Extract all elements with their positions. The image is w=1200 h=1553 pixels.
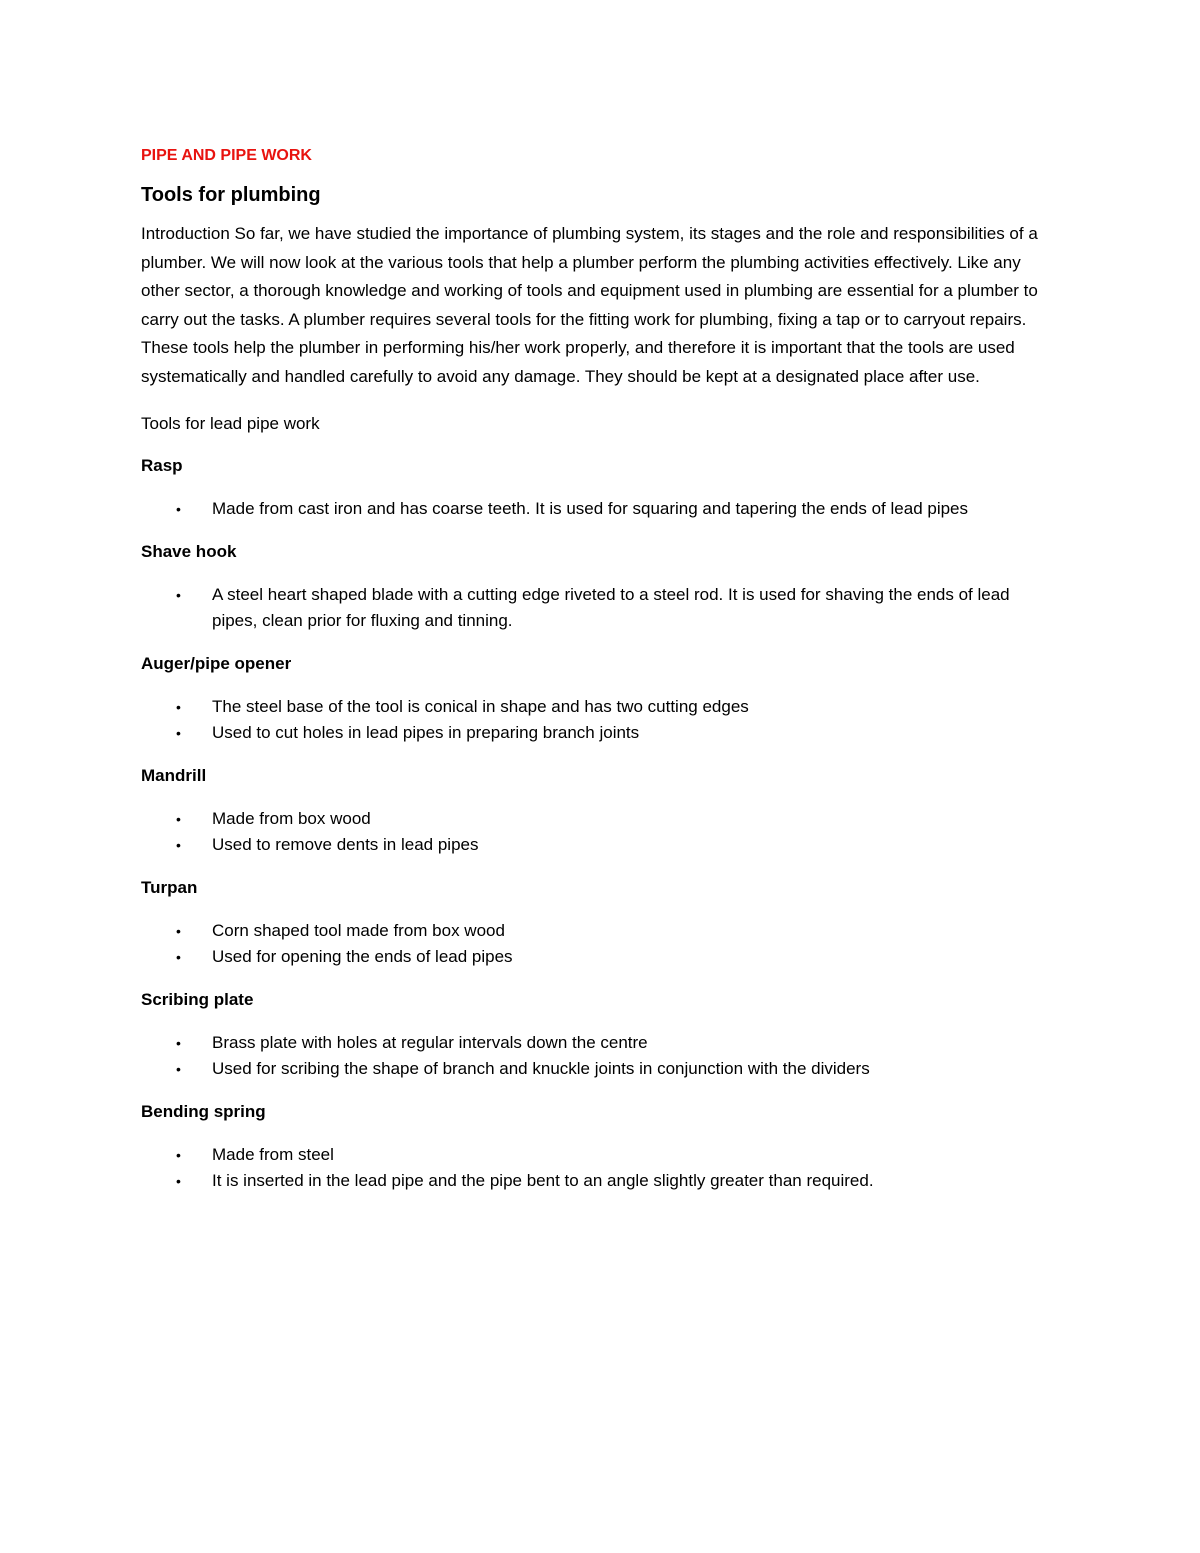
tool-heading: Auger/pipe opener: [141, 653, 292, 673]
document-subtitle: Tools for plumbing: [141, 184, 321, 206]
bullet-dot-icon: •: [176, 836, 181, 853]
bullet-dot-icon: •: [176, 698, 181, 715]
list-item: [141, 720, 1041, 746]
bullet-dot-icon: •: [176, 948, 181, 965]
tool-bullet-list: [141, 496, 1041, 522]
tool-heading: Bending spring: [141, 1101, 266, 1121]
list-item: [141, 582, 1041, 634]
list-item-text: Used for scribing the shape of branch and knuckle joints in conjunction with the dividers: [212, 1058, 870, 1078]
list-item-text: Made from cast iron and has coarse teeth. It is used for squaring and tapering the ends of lead pipes: [212, 498, 969, 518]
tool-bullet-list: [141, 1142, 1041, 1194]
bullet-dot-icon: •: [176, 586, 181, 603]
bullet-dot-icon: •: [176, 810, 181, 827]
tools-list: [141, 454, 1041, 1194]
tool-heading: Mandrill: [141, 765, 207, 785]
bullet-dot-icon: •: [176, 1146, 181, 1163]
tool-heading: Turpan: [141, 877, 198, 897]
list-item-text: It is inserted in the lead pipe and the pipe bent to an angle slightly greater than required.: [212, 1170, 874, 1190]
tool-bullet-list: [141, 1030, 1041, 1082]
list-item-text: Used to cut holes in lead pipes in preparing branch joints: [212, 722, 640, 742]
bullet-dot-icon: •: [176, 500, 181, 517]
document-title: PIPE AND PIPE WORK: [141, 147, 312, 164]
list-item-text: Used for opening the ends of lead pipes: [212, 946, 513, 966]
list-item: [141, 1168, 1041, 1194]
list-item: [141, 806, 1041, 832]
tool-heading: Rasp: [141, 455, 183, 475]
list-item: [141, 1056, 1041, 1082]
bullet-dot-icon: •: [176, 922, 181, 939]
list-item: [141, 1030, 1041, 1056]
list-item: [141, 944, 1041, 970]
list-item-text: Made from box wood: [212, 808, 371, 828]
tool-bullet-list: [141, 806, 1041, 858]
tool-bullet-list: [141, 694, 1041, 746]
tool-heading: Scribing plate: [141, 989, 254, 1009]
list-item-text: Corn shaped tool made from box wood: [212, 920, 505, 940]
bullet-dot-icon: •: [176, 724, 181, 741]
section-label: Tools for lead pipe work: [141, 413, 320, 433]
list-item: [141, 1142, 1041, 1168]
tool-bullet-list: [141, 582, 1041, 634]
list-item-text: A steel heart shaped blade with a cutting edge riveted to a steel rod. It is used for shaving the ends of lead pipes, clean prior for fluxing and tinning.: [212, 584, 1010, 630]
tool-bullet-list: [141, 918, 1041, 970]
list-item-text: Brass plate with holes at regular intervals down the centre: [212, 1032, 648, 1052]
list-item-text: Made from steel: [212, 1144, 334, 1164]
list-item: [141, 918, 1041, 944]
document-page: [141, 140, 1041, 1194]
list-item: [141, 832, 1041, 858]
list-item-text: The steel base of the tool is conical in shape and has two cutting edges: [212, 696, 749, 716]
list-item: [141, 694, 1041, 720]
list-item: [141, 496, 1041, 522]
bullet-dot-icon: •: [176, 1172, 181, 1189]
tool-heading: Shave hook: [141, 541, 237, 561]
intro-paragraph: Introduction So far, we have studied the importance of plumbing system, its stages and the role and responsibilities of a plumber. We will now look at the various tools that help a plumber perform the plumbing activities effectively. Like any other sector, a thorough knowledge and working of tools and equipment used in plumbing are essential for a plumber to carry out the tasks. A plumber requires several tools for the fitting work for plumbing, fixing a tap or to carryout repairs. These tools help the plumber in performing his/her work properly, and therefore it is important that the tools are used systematically and handled carefully to avoid any damage. They should be kept at a designated place after use.: [141, 224, 1038, 386]
list-item-text: Used to remove dents in lead pipes: [212, 834, 479, 854]
bullet-dot-icon: •: [176, 1060, 181, 1077]
bullet-dot-icon: •: [176, 1034, 181, 1051]
